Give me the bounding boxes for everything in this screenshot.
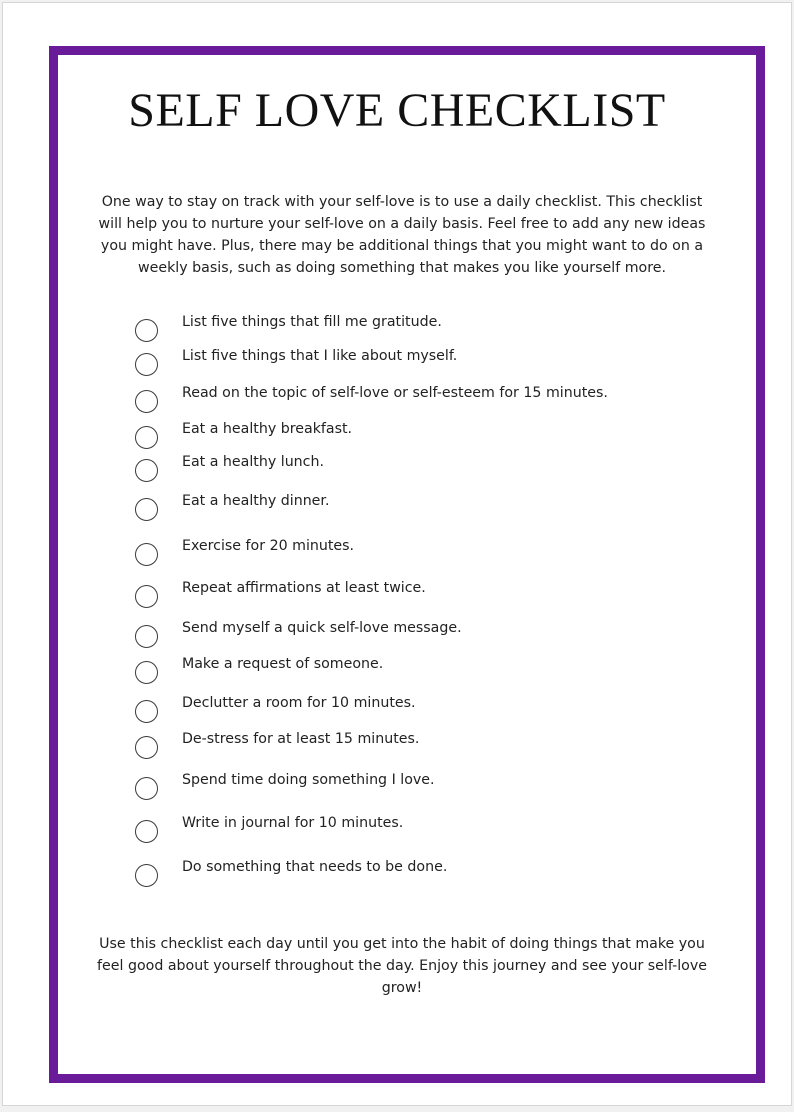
checklist-item-label: List five things that I like about myself. bbox=[182, 348, 458, 364]
document-page bbox=[2, 2, 792, 1106]
checkbox-circle[interactable] bbox=[135, 820, 158, 843]
page-title: SELF LOVE CHECKLIST bbox=[128, 84, 666, 137]
checkbox-circle[interactable] bbox=[135, 625, 158, 648]
checkbox-circle[interactable] bbox=[135, 543, 158, 566]
checklist-item-label: De-stress for at least 15 minutes. bbox=[182, 731, 420, 747]
checkbox-circle[interactable] bbox=[135, 700, 158, 723]
checklist-item-label: Spend time doing something I love. bbox=[182, 772, 435, 788]
checkbox-circle[interactable] bbox=[135, 864, 158, 887]
checklist-item-label: Eat a healthy lunch. bbox=[182, 454, 324, 470]
checklist-item-label: Send myself a quick self-love message. bbox=[182, 620, 462, 636]
checklist-item-label: Exercise for 20 minutes. bbox=[182, 538, 355, 554]
checkbox-circle[interactable] bbox=[135, 498, 158, 521]
checkbox-circle[interactable] bbox=[135, 426, 158, 449]
checkbox-circle[interactable] bbox=[135, 390, 158, 413]
checklist-item-label: Read on the topic of self-love or self-esteem for 15 minutes. bbox=[182, 385, 608, 401]
checklist-item-label: Write in journal for 10 minutes. bbox=[182, 815, 404, 831]
checkbox-circle[interactable] bbox=[135, 585, 158, 608]
checklist-item-label: Declutter a room for 10 minutes. bbox=[182, 695, 416, 711]
checkbox-circle[interactable] bbox=[135, 661, 158, 684]
checklist-item-label: List five things that fill me gratitude. bbox=[182, 314, 442, 330]
checkbox-circle[interactable] bbox=[135, 459, 158, 482]
checklist-item-label: Do something that needs to be done. bbox=[182, 859, 448, 875]
intro-paragraph: One way to stay on track with your self-love is to use a daily checklist. This checklist will help you to nurture your self-love on a daily basis. Feel free to add any new ideas you might have. Plus, there may be additional things that you might want to do on a weekly basis, such as doing something that makes you like yourself more. bbox=[98, 194, 706, 276]
checklist-item-label: Repeat affirmations at least twice. bbox=[182, 580, 426, 596]
checklist-item-label: Make a request of someone. bbox=[182, 656, 384, 672]
checklist-item-label: Eat a healthy breakfast. bbox=[182, 421, 353, 437]
checkbox-circle[interactable] bbox=[135, 736, 158, 759]
checklist-item-label: Eat a healthy dinner. bbox=[182, 493, 330, 509]
checkbox-circle[interactable] bbox=[135, 319, 158, 342]
checkbox-circle[interactable] bbox=[135, 353, 158, 376]
checkbox-circle[interactable] bbox=[135, 777, 158, 800]
closing-paragraph: Use this checklist each day until you get into the habit of doing things that make you feel good about yourself throughout the day. Enjoy this journey and see your self-love grow! bbox=[97, 936, 707, 996]
